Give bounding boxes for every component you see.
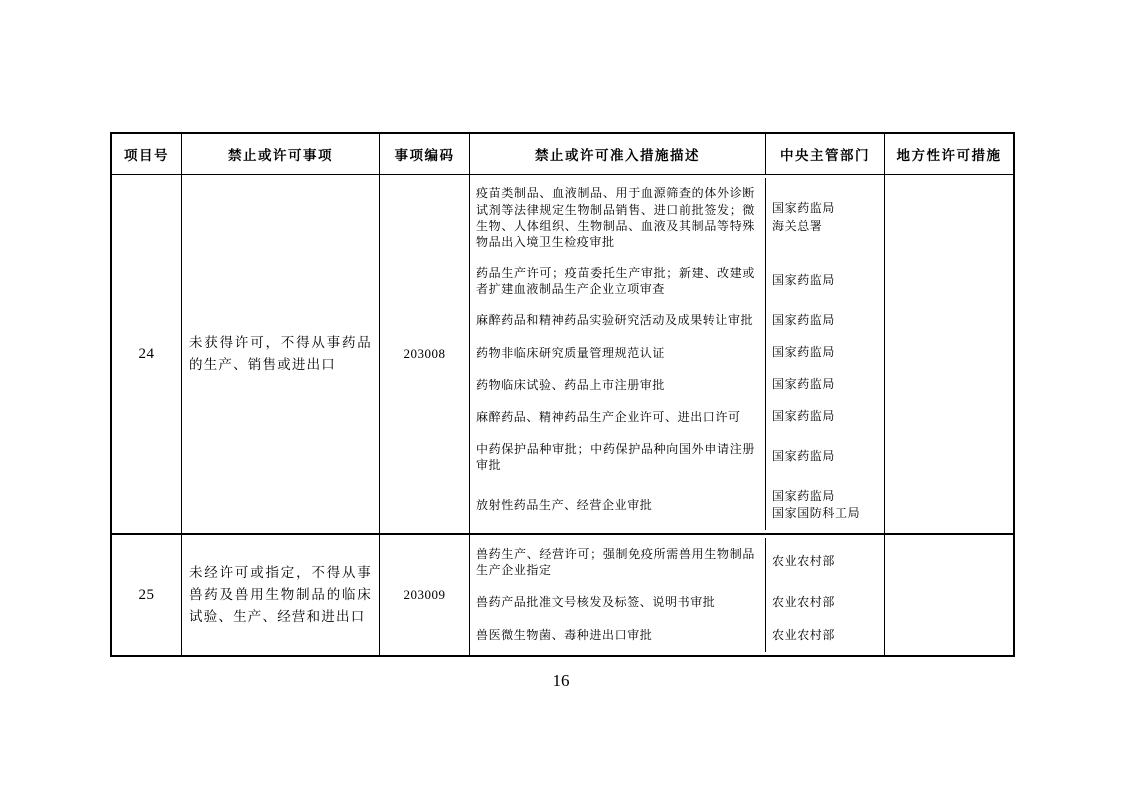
negative-list-table	[110, 132, 1015, 657]
department-name: 国家药监局	[772, 377, 836, 392]
matter-cell	[182, 535, 380, 655]
measure-description-cell	[470, 480, 766, 530]
measure-description-cell	[470, 178, 766, 257]
measure-description: 兽药生产、经营许可；强制免疫所需兽用生物制品生产企业指定	[476, 546, 755, 577]
measure-department	[766, 623, 884, 648]
measure-description-cell	[470, 586, 766, 619]
department-name: 国家药监局	[772, 201, 836, 216]
measure-description-cell	[470, 304, 766, 336]
page-number: 16	[552, 671, 570, 690]
measure-department	[766, 484, 884, 527]
matter-text: 未获得许可，不得从事药品的生产、销售或进出口	[189, 335, 372, 372]
measure-department	[766, 196, 884, 239]
measure-row	[470, 336, 884, 368]
measure-description: 中药保护品种审批；中药保护品种向国外申请注册审批	[476, 441, 755, 472]
measure-description: 药品生产许可；疫苗委托生产审批；新建、改建或者扩建血液制品生产企业立项审查	[476, 265, 755, 296]
department-name: 海关总署	[772, 218, 823, 233]
measure-description-cell	[470, 369, 766, 401]
measure-row	[470, 304, 884, 336]
code-cell: 203008	[380, 175, 470, 533]
measure-description: 麻醉药品、精神药品生产企业许可、进出口许可	[476, 410, 741, 425]
measure-description-cell	[470, 538, 766, 586]
measure-description-cell	[470, 619, 766, 652]
column-header: 中央主管部门	[766, 134, 885, 174]
measure-description: 麻醉药品和精神药品实验研究活动及成果转让审批	[476, 313, 754, 328]
measure-description-cell	[470, 433, 766, 480]
table-row	[112, 175, 1013, 533]
department-name: 国家药监局	[772, 449, 836, 464]
measure-department	[766, 268, 884, 293]
measure-department	[766, 444, 884, 469]
department-name: 国家药监局	[772, 488, 836, 503]
department-name: 国家药监局	[772, 409, 836, 424]
column-header: 项目号	[112, 134, 182, 174]
measure-row	[470, 257, 884, 304]
measure-description: 疫苗类制品、血液制品、用于血源筛查的体外诊断试剂等法律规定生物制品销售、进口前批签发；微生物、人体组织、生物制品、血液及其制品等特殊物品出入境卫生检疫审批	[476, 186, 755, 249]
item-number-cell: 24	[112, 175, 182, 533]
measure-row	[470, 178, 884, 257]
measures-group	[470, 175, 885, 533]
table-header-row	[112, 134, 1013, 175]
measure-department	[766, 590, 884, 615]
measure-description: 兽医微生物菌、毒种进出口审批	[476, 628, 653, 643]
measure-department	[766, 549, 884, 574]
code-cell: 203009	[380, 535, 470, 655]
department-name: 农业农村部	[772, 627, 836, 642]
measure-row	[470, 586, 884, 619]
measure-row	[470, 369, 884, 401]
department-name: 国家药监局	[772, 312, 836, 327]
department-name: 国家国防科工局	[772, 506, 861, 521]
measure-description-cell	[470, 257, 766, 304]
department-name: 国家药监局	[772, 273, 836, 287]
table-body	[112, 175, 1013, 655]
measure-department	[766, 404, 884, 429]
department-name: 农业农村部	[772, 554, 836, 569]
local-measure-cell	[885, 535, 1013, 655]
measure-row	[470, 433, 884, 480]
measure-row	[470, 538, 884, 586]
matter-text: 未经许可或指定，不得从事兽药及兽用生物制品的临床试验、生产、经营和进出口	[189, 565, 372, 624]
measure-description: 药物非临床研究质量管理规范认证	[476, 345, 666, 360]
measure-row	[470, 401, 884, 433]
column-header: 禁止或许可准入措施描述	[470, 134, 766, 174]
measure-description: 放射性药品生产、经营企业审批	[476, 498, 653, 513]
department-name: 国家药监局	[772, 344, 836, 359]
item-number-cell: 25	[112, 535, 182, 655]
local-measure-cell	[885, 175, 1013, 533]
measure-department	[766, 372, 884, 397]
measure-description: 兽药产品批准文号核发及标签、说明书审批	[476, 595, 716, 610]
column-header: 事项编码	[380, 134, 470, 174]
matter-cell	[182, 175, 380, 533]
measure-description: 药物临床试验、药品上市注册审批	[476, 377, 666, 392]
department-name: 农业农村部	[772, 594, 836, 609]
measure-description-cell	[470, 401, 766, 433]
measure-description-cell	[470, 336, 766, 368]
column-header: 禁止或许可事项	[182, 134, 380, 174]
column-header: 地方性许可措施	[896, 148, 1002, 163]
measure-department	[766, 340, 884, 365]
measure-row	[470, 619, 884, 652]
measure-department	[766, 308, 884, 333]
table-row	[112, 533, 1013, 655]
measure-row	[470, 480, 884, 530]
measures-group	[470, 535, 885, 655]
